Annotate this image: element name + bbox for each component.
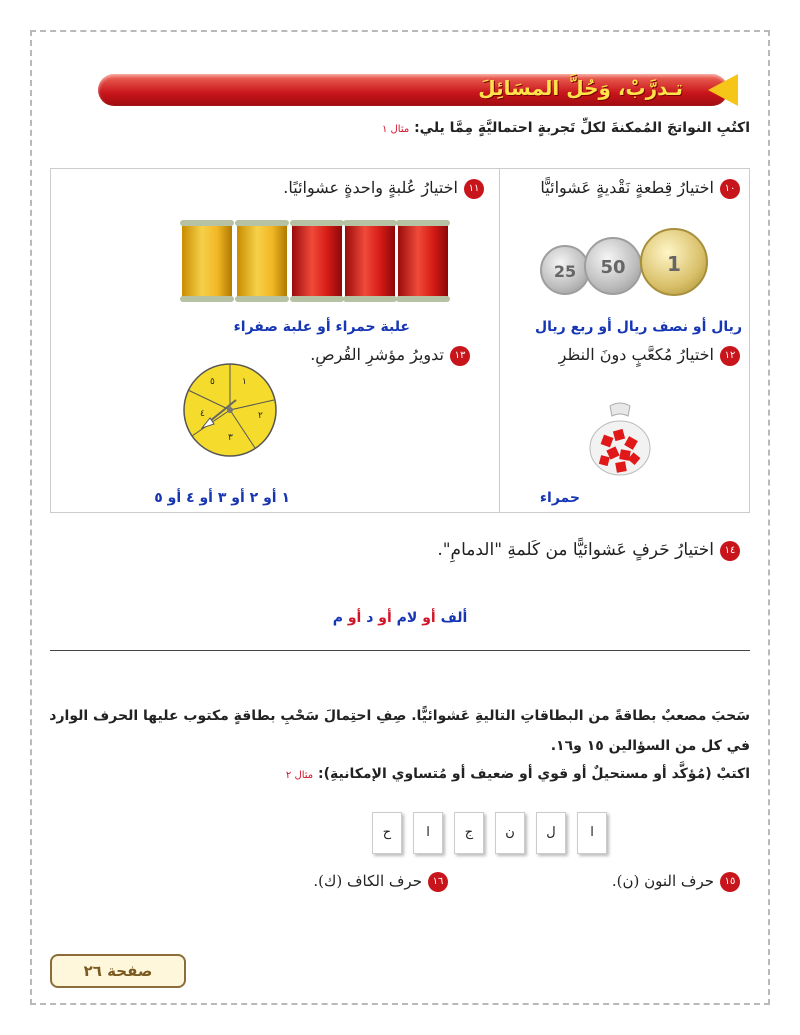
page-number: صفحة ٢٦ (50, 954, 186, 988)
yellow-can (237, 220, 287, 302)
answer-11: علبة حمراء أو علبة صفراء (233, 319, 410, 335)
question-number-12: ١٢ (720, 346, 740, 366)
question-number-13: ١٣ (450, 346, 470, 366)
yellow-can (182, 220, 232, 302)
letter-card: ج (454, 812, 484, 854)
answer-14-part: م (332, 610, 343, 626)
instruction-1-text: اكتُبِ النواتجَ المُمكنةَ لكلِّ تَجربةٍ احتماليَّةٍ مِمَّا يلي: (414, 120, 750, 136)
section2-line3 (286, 766, 750, 782)
question-11-text: اختيارُ عُلبةٍ واحدةٍ عشوائيًا. (283, 178, 458, 197)
question-14 (437, 540, 740, 561)
spinner-label-5: ٥ (210, 377, 215, 387)
red-can (398, 220, 448, 302)
coin-riyal: 1 (640, 228, 708, 296)
section-divider (50, 650, 750, 651)
question-14-text: اختيارُ حَرفٍ عَشوائيًّا من كَلمةِ "الدمامِ". (437, 540, 714, 560)
question-10 (540, 178, 740, 199)
answer-14-part: د (366, 610, 374, 626)
example-ref-1: مثال ١ (381, 124, 410, 135)
letter-card: ح (372, 812, 402, 854)
spinner-label-3: ٣ (228, 433, 233, 443)
answer-14-part: لام (396, 610, 418, 626)
cubes-bag-image (580, 398, 660, 478)
answer-10: ريال أو نصف ريال أو ربع ريال (534, 319, 742, 335)
answer-14-or: أو (417, 610, 441, 626)
question-11 (283, 178, 484, 199)
letter-cards (372, 812, 607, 854)
section-banner (98, 70, 738, 110)
question-10-text: اختيارُ قِطعةٍ نَقْديةٍ عَشوائيًّا (540, 178, 714, 197)
letter-card: ن (495, 812, 525, 854)
spinner-label-4: ٤ (200, 409, 205, 419)
question-13-text: تدويرُ مؤشرِ القُرصِ. (310, 345, 444, 364)
question-number-14: ١٤ (720, 541, 740, 561)
question-number-11: ١١ (464, 179, 484, 199)
question-15-text: حرف النون (ن). (611, 872, 714, 890)
red-can (292, 220, 342, 302)
coin-quarter: 25 (540, 245, 590, 295)
answer-14-or: أو (342, 610, 367, 626)
answer-12: حمراء (539, 490, 580, 506)
spinner-label-1: ١ (242, 377, 247, 387)
question-16-text: حرف الكاف (ك). (313, 872, 422, 890)
answer-14 (0, 610, 800, 626)
answer-14-or: أو (373, 610, 397, 626)
question-12-text: اختيارُ مُكعَّبٍ دونَ النظرِ (558, 345, 714, 364)
letter-card: ل (536, 812, 566, 854)
example-ref-2: مثال ٢ (285, 770, 314, 781)
question-number-16: ١٦ (428, 872, 448, 892)
answer-14-part: ألف (440, 610, 468, 626)
banner-arrow-icon (708, 74, 738, 106)
question-16 (313, 872, 448, 892)
coin-half: 50 (584, 237, 642, 295)
section2-line2: في كل من السؤالين ١٥ و١٦. (550, 738, 750, 754)
question-12 (559, 345, 740, 366)
question-13 (310, 345, 470, 366)
instruction-1 (382, 120, 750, 136)
spinner-image (180, 360, 280, 460)
answer-13: ١ أو ٢ أو ٣ أو ٤ أو ٥ (154, 490, 290, 506)
question-number-15: ١٥ (720, 872, 740, 892)
question-15 (612, 872, 740, 892)
grid-divider (499, 168, 500, 513)
letter-card: ا (413, 812, 443, 854)
letter-card: ا (577, 812, 607, 854)
banner-title: تـدرَّبْ، وَحُلَّ المسَائِلَ (478, 76, 683, 100)
spinner-label-2: ٢ (258, 411, 263, 421)
section2-line1: سَحبَ مصعبٌ بطاقةً من البطاقاتِ التاليةِ عَشوائيًّا. صِفِ احتِمالَ سَحْبِ بطاقةٍ مكتوب عليها الحرف الوارد (49, 708, 750, 724)
section2-line3-text: اكتبْ (مُؤكَّد أو مستحيلٌ أو قوي أو ضعيف أو مُتساوي الإمكانيةِ): (318, 766, 750, 782)
question-number-10: ١٠ (720, 179, 740, 199)
red-can (345, 220, 395, 302)
